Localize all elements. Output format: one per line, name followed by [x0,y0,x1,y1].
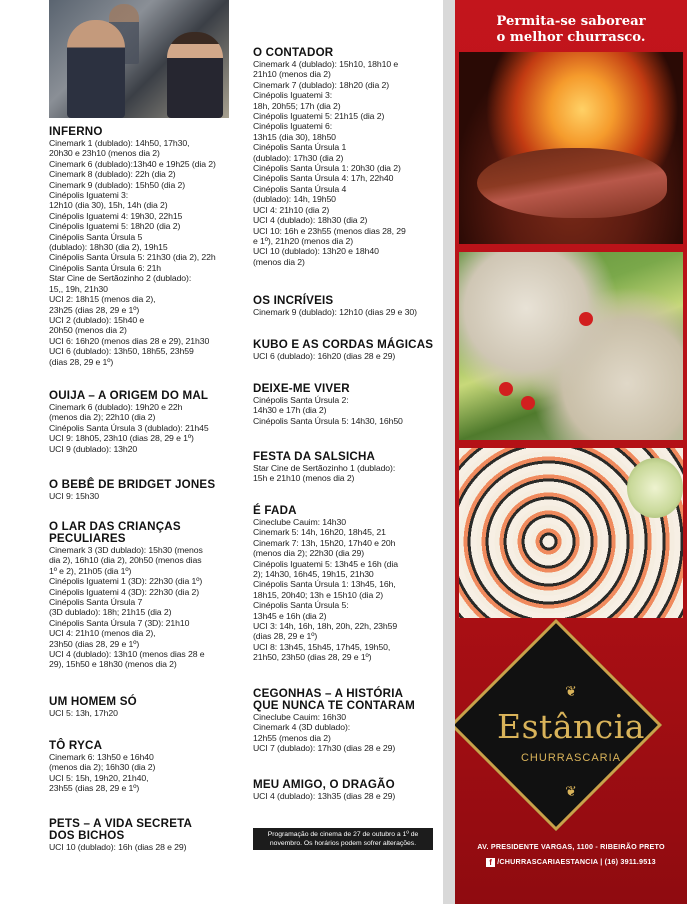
movie-listing [253,295,435,317]
showtime-line: Cinemark 4 (dublado): 15h10, 18h10 e [253,59,399,69]
showtime-line: Cinépolis Santa Úrsula 1 [253,142,347,153]
salad-buffet-photo [459,252,683,440]
showtime-line: Cinemark 9 (dublado): 15h50 (dia 2) [49,179,186,190]
showtime-line: 20h30 e 23h10 (menos dia 2) [49,148,160,159]
showtime-line: 29), 15h50 e 18h30 (menos dia 2) [49,659,177,670]
movie-listing [49,126,239,367]
movie-title: O BEBÊ DE BRIDGET JONES [49,478,216,491]
movie-listing [49,390,239,454]
showtime-line: 21h50, 23h50 (dias 28, 29 e 1º) [253,652,372,663]
movie-title: CEGONHAS – A HISTÓRIA QUE NUNCA TE CONTARAM [253,687,415,712]
showtime-line: Cinemark 3 (3D dublado): 15h30 (menos [49,545,203,555]
movie-title: OUIJA – A ORIGEM DO MAL [49,389,209,402]
showtime-line: Cinépolis Iguatemi 3: [253,90,333,101]
ornament-icon: ❦ [565,784,577,800]
movie-listing [253,47,435,267]
ad-slogan: Permita-se saborear [496,14,646,29]
movie-title: O CONTADOR [253,46,334,59]
movie-title: DEIXE-ME VIVER [253,382,350,395]
showtime-line: Cinépolis Iguatemi 5: 21h15 (dia 2) [253,111,385,122]
showtime-line: Star Cine de Sertãozinho 1 (dublado): [253,463,396,473]
ad-address: AV. PRESIDENTE VARGAS, 1100 - RIBEIRÃO PRETO [477,842,665,851]
showtime-line: Cinemark 5: 14h, 16h20, 18h45, 21 [253,527,386,538]
showtime-line: 21h10 (menos dia 2) [253,69,331,80]
showtime-line: 23h50 (dias 28, 29 e 1º) [49,638,140,649]
movie-title: PETS – A VIDA SECRETA DOS BICHOS [49,817,193,842]
showtime-line: 18h, 20h55; 17h (dia 2) [253,100,341,111]
showtime-line: Cinépolis Santa Úrsula 5: [253,600,349,611]
note-line: Programação de cinema de 27 de outubro a 1º de [267,831,419,838]
showtime-line: UCI 9: 18h05, 23h10 (dias 28, 29 e 1º) [49,433,194,444]
grilled-meat-photo [459,52,683,244]
showtime-line: UCI 10 (dublado): 13h20 e 18h40 [253,246,379,257]
sushi-platter-photo [459,448,683,618]
showtime-line: Cinépolis Iguatemi 1 (3D): 22h30 (dia 1º) [49,576,203,587]
showtime-line: Cinemark 9 (dublado): 12h10 (dias 29 e 30) [253,307,417,317]
showtime-line: Cinemark 7 (dublado): 18h20 (dia 2) [253,79,390,90]
showtime-line: (menos dia 2) [253,256,305,267]
facebook-icon: f [486,858,495,867]
showtime-line: UCI 10 (dublado): 16h (dias 28 e 29) [49,842,187,852]
showtime-line: UCI 5: 15h, 19h20, 21h40, [49,772,149,783]
showtime-line: Cinépolis Iguatemi 4 (3D): 22h30 (dia 2) [49,586,200,597]
showtime-line: Cinépolis Santa Úrsula 3 (dublado): 21h45 [49,422,209,433]
movie-listing [253,451,435,484]
ad-phone: (16) 3911.9513 [604,857,656,866]
showtime-line: (dublado): 14h, 19h50 [253,194,336,205]
movie-listing [253,688,435,754]
showtime-line: 1º e 2), 21h05 (dia 1º) [49,565,132,576]
movie-listing [49,479,239,501]
showtime-line: UCI 4 (dublado): 13h35 (dias 28 e 29) [253,791,396,801]
showtime-line: Cinépolis Iguatemi 5: 13h45 e 16h (dia [253,558,398,569]
showtime-line: Cinemark 4 (3D dublado): [253,722,351,733]
showtime-line: 23h55 (dias 28, 29 e 1º) [49,783,140,794]
movie-listing [253,339,435,361]
movie-title: OS INCRÍVEIS [253,294,334,307]
showtime-line: Cinépolis Santa Úrsula 5: 21h30 (dia 2), 22h [49,252,216,263]
showtime-line: 2); 14h30, 16h45, 19h15, 21h30 [253,569,374,580]
showtime-line: dia 2), 16h10 (dia 2), 20h50 (menos dias [49,555,202,566]
showtime-line: (3D dublado): 18h; 21h15 (dia 2) [49,607,172,618]
showtime-line: 18h15, 20h40; 13h e 15h10 (dia 2) [253,589,384,600]
showtime-line: Cinépolis Santa Úrsula 5: 14h30, 16h50 [253,415,403,426]
showtime-line: 23h25 (dias 28, 29 e 1º) [49,304,140,315]
showtime-line: Cinépolis Iguatemi 6: [253,121,333,132]
movie-title: TÔ RYCA [49,739,103,752]
showtime-line: Star Cine de Sertãozinho 2 (dublado): [49,273,192,284]
showtime-line: Cineclube Cauim: 16h30 [253,712,346,722]
showtime-line: 12h55 (menos dia 2) [253,732,331,743]
showtime-line: 13h45 e 16h (dia 2) [253,610,327,621]
ad-slogan: o melhor churrasco. [496,30,646,45]
ornament-icon: ❦ [565,684,577,700]
showtime-line: Cinemark 6 (dublado): 19h20 e 22h [49,402,183,412]
showtime-line: 20h50 (menos dia 2) [49,325,127,336]
showtime-line: 12h10 (dia 30), 15h, 14h (dia 2) [49,200,168,211]
movie-title: MEU AMIGO, O DRAGÃO [253,778,395,791]
movie-title: É FADA [253,504,297,517]
showtime-line: UCI 6 (dublado): 16h20 (dias 28 e 29) [253,351,396,361]
page-divider [443,0,455,904]
showtime-line: 13h15 (dia 30), 18h50 [253,131,336,142]
showtime-line: Cinépolis Santa Úrsula 5 [49,231,143,242]
showtime-line: Cinépolis Iguatemi 5: 18h20 (dia 2) [49,221,181,232]
movie-listing [49,740,239,794]
showtime-line: Cinemark 6 (dublado):13h40 e 19h25 (dia 2) [49,158,216,169]
brand-subtitle: CHURRASCARIA [520,752,621,764]
brand-name: Estância [497,707,645,746]
showtime-line: (menos dia 2); 22h10 (dia 2) [49,412,156,423]
showtime-line: UCI 7 (dublado): 17h30 (dias 28 e 29) [253,743,396,754]
restaurant-advertisement [455,0,687,904]
showtime-line: (menos dia 2); 22h30 (dia 29) [253,548,365,559]
movie-title: INFERNO [49,125,103,138]
showtime-line: UCI 9 (dublado): 13h20 [49,443,138,454]
showtime-line: UCI 6: 16h20 (menos dias 28 e 29), 21h30 [49,335,210,346]
showtime-line: Cinépolis Santa Úrsula 2: [253,395,349,405]
movie-title: UM HOMEM SÓ [49,695,137,708]
showtime-line: UCI 4: 21h10 (dia 2) [253,204,330,215]
showtime-line: UCI 4 (dublado): 13h10 (menos dias 28 e [49,649,205,660]
showtime-line: Cinépolis Santa Úrsula 1: 20h30 (dia 2) [253,163,401,174]
showtime-line: Cinépolis Santa Úrsula 7 [49,597,143,608]
showtime-line: UCI 4 (dublado): 18h30 (dia 2) [253,215,368,226]
ad-contact: f /CHURRASCARIAESTANCIA | (16) 3911.9513 [455,857,687,867]
showtime-line: Cinemark 8 (dublado): 22h (dia 2) [49,169,176,180]
note-line: novembro. Os horários podem sofrer alterações. [269,840,417,847]
movie-title: KUBO E AS CORDAS MÁGICAS [253,338,434,351]
showtime-line: 14h30 e 17h (dia 2) [253,405,327,416]
showtime-line: 15h e 21h10 (menos dia 2) [253,473,355,484]
showtime-line: Cinépolis Iguatemi 4: 19h30, 22h15 [49,210,183,221]
showtime-line: Cinépolis Santa Úrsula 6: 21h [49,262,162,273]
showtime-line: UCI 8: 13h45, 15h45, 17h45, 19h50, [253,641,391,652]
showtime-line: UCI 10: 16h e 23h55 (menos dias 28, 29 [253,225,406,236]
showtime-line: (menos dia 2); 16h30 (dia 2) [49,762,156,773]
showtime-line: (dias 28, 29 e 1º) [253,631,318,642]
movie-listing [253,383,435,426]
showtime-line: 15,, 19h, 21h30 [49,283,108,294]
movie-title: FESTA DA SALSICHA [253,450,376,463]
schedule-note [253,828,433,850]
showtime-line: Cinépolis Santa Úrsula 7 (3D): 21h10 [49,617,190,628]
showtime-line: UCI 2: 18h15 (menos dia 2), [49,294,156,305]
movie-listing [49,521,239,670]
showtime-line: e 1º), 21h20 (menos dia 2) [253,235,354,246]
showtime-line: UCI 2 (dublado): 15h40 e [49,314,145,325]
movie-listing [253,505,435,663]
showtime-line: Cineclube Cauim: 14h30 [253,517,346,527]
showtime-line: (dublado): 17h30 (dia 2) [253,152,344,163]
movie-listing [49,818,239,852]
movie-still-photo [49,0,229,118]
showtime-line: Cinépolis Santa Úrsula 4: 17h, 22h40 [253,173,394,184]
showtime-line: UCI 5: 13h, 17h20 [49,708,118,718]
showtime-line: (dias 28, 29 e 1º) [49,356,114,367]
movie-title: O LAR DAS CRIANÇAS PECULIARES [49,520,181,545]
showtime-line: Cinépolis Santa Úrsula 1: 13h45, 16h, [253,579,396,590]
showtime-line: Cinemark 6: 13h50 e 16h40 [49,752,154,762]
showtime-line: UCI 3: 14h, 16h, 18h, 20h, 22h, 23h59 [253,621,398,632]
showtime-line: UCI 6 (dublado): 13h50, 18h55, 23h59 [49,346,194,357]
showtime-line: Cinépolis Iguatemi 3: [49,190,129,201]
showtime-line: UCI 9: 15h30 [49,491,99,501]
movie-listing [253,779,435,801]
ad-social-handle: /CHURRASCARIAESTANCIA [497,857,599,866]
showtime-line: Cinemark 7: 13h, 15h20, 17h40 e 20h [253,537,396,548]
showtime-line: UCI 4: 21h10 (menos dia 2), [49,628,156,639]
movie-listing [49,696,239,718]
showtime-line: Cinépolis Santa Úrsula 4 [253,183,347,194]
showtime-line: (dublado): 18h30 (dia 2), 19h15 [49,242,168,253]
showtime-line: Cinemark 1 (dublado): 14h50, 17h30, [49,138,190,148]
